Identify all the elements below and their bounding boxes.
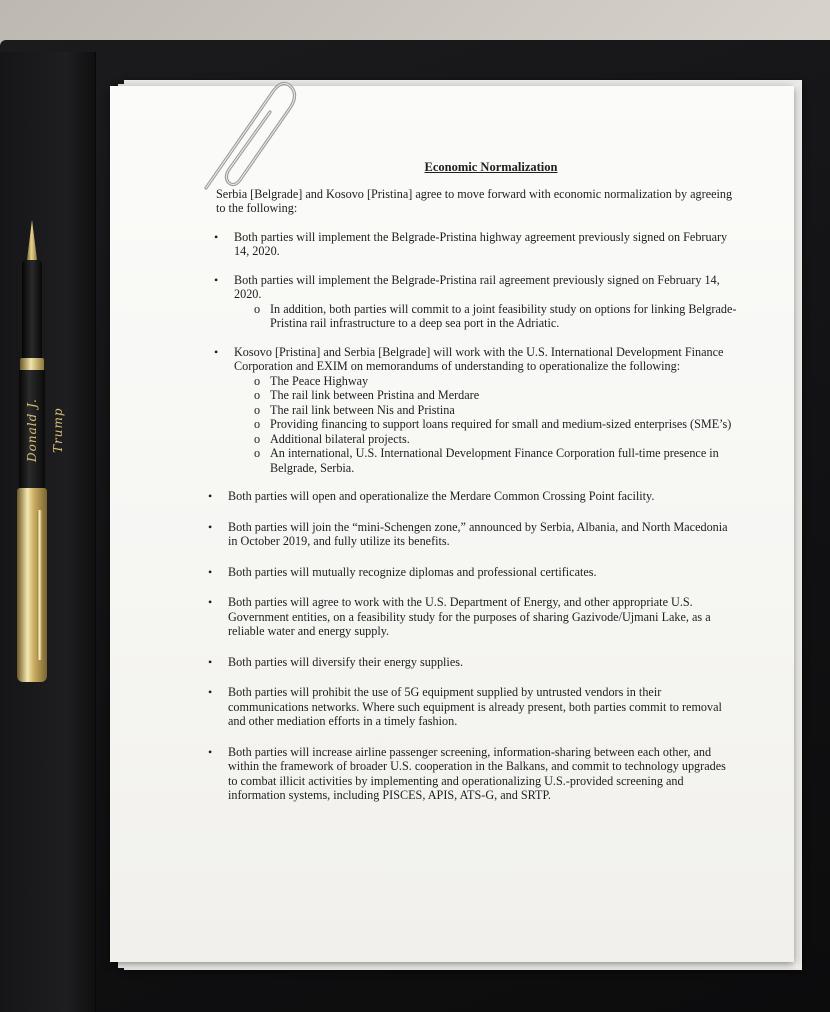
bullet-icon: • bbox=[208, 489, 213, 503]
list-item bbox=[200, 230, 738, 259]
sub-bullet-text: The rail link between Nis and Pristina bbox=[270, 402, 455, 417]
sub-bullet-icon: o bbox=[254, 446, 261, 460]
bullet-text: Both parties will join the “mini-Schengen zone,” announced by Serbia, Albania, and North Macedonia in October 2019, and fully utilize its benefits. bbox=[228, 519, 728, 548]
sub-list-item bbox=[234, 417, 738, 432]
sub-list-item bbox=[234, 388, 738, 403]
sub-list bbox=[234, 302, 738, 331]
sub-bullet-text: The Peace Highway bbox=[270, 373, 369, 388]
bullet-icon: • bbox=[208, 564, 213, 579]
sub-bullet-icon: o bbox=[254, 301, 261, 316]
list-item bbox=[200, 595, 738, 639]
pen-tip bbox=[27, 220, 37, 260]
bullet-text: Both parties will implement the Belgrade-Pristina rail agreement previously signed on February 14, 2020. bbox=[234, 272, 720, 301]
bullet-icon: • bbox=[208, 654, 213, 669]
pen-grip bbox=[22, 260, 42, 360]
list-item bbox=[200, 655, 738, 670]
sub-list bbox=[234, 374, 738, 476]
pen-engraving: Donald J. Trump bbox=[25, 398, 65, 462]
sub-bullet-icon: o bbox=[254, 402, 261, 417]
sub-bullet-icon: o bbox=[254, 417, 261, 431]
bullet-icon: • bbox=[208, 685, 213, 699]
list-item bbox=[200, 565, 738, 580]
bullet-icon: • bbox=[208, 519, 213, 534]
sub-bullet-icon: o bbox=[254, 388, 261, 402]
pen-clip bbox=[37, 510, 42, 660]
bullet-text: Both parties will implement the Belgrade-Pristina highway agreement previously signed on February 14, 2020. bbox=[234, 229, 728, 258]
sub-list-item bbox=[234, 446, 738, 475]
bullet-icon: • bbox=[214, 272, 219, 287]
bullet-text: Both parties will prohibit the use of 5G equipment supplied by untrusted vendors in their communications networks. Where such equipment is already present, both parties commit to removal and other mediation efforts in a timely fashion. bbox=[228, 685, 722, 728]
bullet-text: Both parties will agree to work with the U.S. Department of Energy, and other appropriate U.S. Government entities, on a feasibility study for the purposes of sharing Gazivode/Ujmani Lake, as a reliable water and energy supply. bbox=[228, 595, 711, 638]
folder-spine bbox=[0, 52, 96, 1012]
sub-bullet-text: An international, U.S. International Development Finance Corporation full-time presence in Belgrade, Serbia. bbox=[270, 446, 719, 475]
sub-bullet-text: Additional bilateral projects. bbox=[270, 431, 410, 446]
bullet-text: Both parties will increase airline passenger screening, information-sharing between each other, and within the framework of broader U.S. cooperation in the Balkans, and commit to technology upgrades to combat illicit activities by implementing and operationalizing U.S.-provided screening and information systems, including PISCES, APIS, ATS-G, and SRTP. bbox=[228, 744, 726, 802]
sub-bullet-text: In addition, both parties will commit to a joint feasibility study on options for linking Belgrade-Pristina rail infrastructure to a deep sea port in the Adriatic. bbox=[270, 301, 737, 330]
list-item bbox=[200, 345, 738, 476]
pen-cap bbox=[17, 488, 47, 682]
bullet-icon: • bbox=[214, 344, 219, 359]
document-content bbox=[200, 160, 738, 819]
sub-bullet-icon: o bbox=[254, 431, 261, 446]
document-intro: Serbia [Belgrade] and Kosovo [Pristina] agree to move forward with economic normalization by agreeing to the following: bbox=[216, 186, 733, 215]
bullet-icon: • bbox=[208, 595, 213, 609]
list-item bbox=[200, 685, 738, 729]
sub-list-item bbox=[234, 302, 738, 331]
sub-list-item bbox=[234, 374, 738, 389]
list-item bbox=[200, 520, 738, 549]
sub-list-item bbox=[234, 403, 738, 418]
document-title: Economic Normalization bbox=[424, 160, 558, 174]
bullet-text: Both parties will mutually recognize diplomas and professional certificates. bbox=[228, 564, 597, 579]
bullet-list bbox=[200, 230, 738, 803]
bullet-text: Kosovo [Pristina] and Serbia [Belgrade] will work with the U.S. International Development Finance Corporation and EXIM on memorandums of understanding to operationalize the following: bbox=[234, 344, 724, 373]
list-item bbox=[200, 273, 738, 331]
sub-list-item bbox=[234, 432, 738, 447]
bullet-text: Both parties will diversify their energy supplies. bbox=[228, 654, 464, 669]
list-item bbox=[200, 489, 738, 504]
sub-bullet-text: The rail link between Pristina and Merdare bbox=[270, 388, 480, 402]
bullet-text: Both parties will open and operationalize the Merdare Common Crossing Point facility. bbox=[228, 489, 655, 503]
bullet-icon: • bbox=[208, 744, 213, 759]
sub-bullet-text: Providing financing to support loans required for small and medium-sized enterprises (SME’s) bbox=[270, 417, 732, 431]
pen[interactable] bbox=[16, 220, 65, 682]
sub-bullet-icon: o bbox=[254, 373, 261, 388]
list-item bbox=[200, 745, 738, 803]
bullet-icon: • bbox=[214, 229, 219, 244]
